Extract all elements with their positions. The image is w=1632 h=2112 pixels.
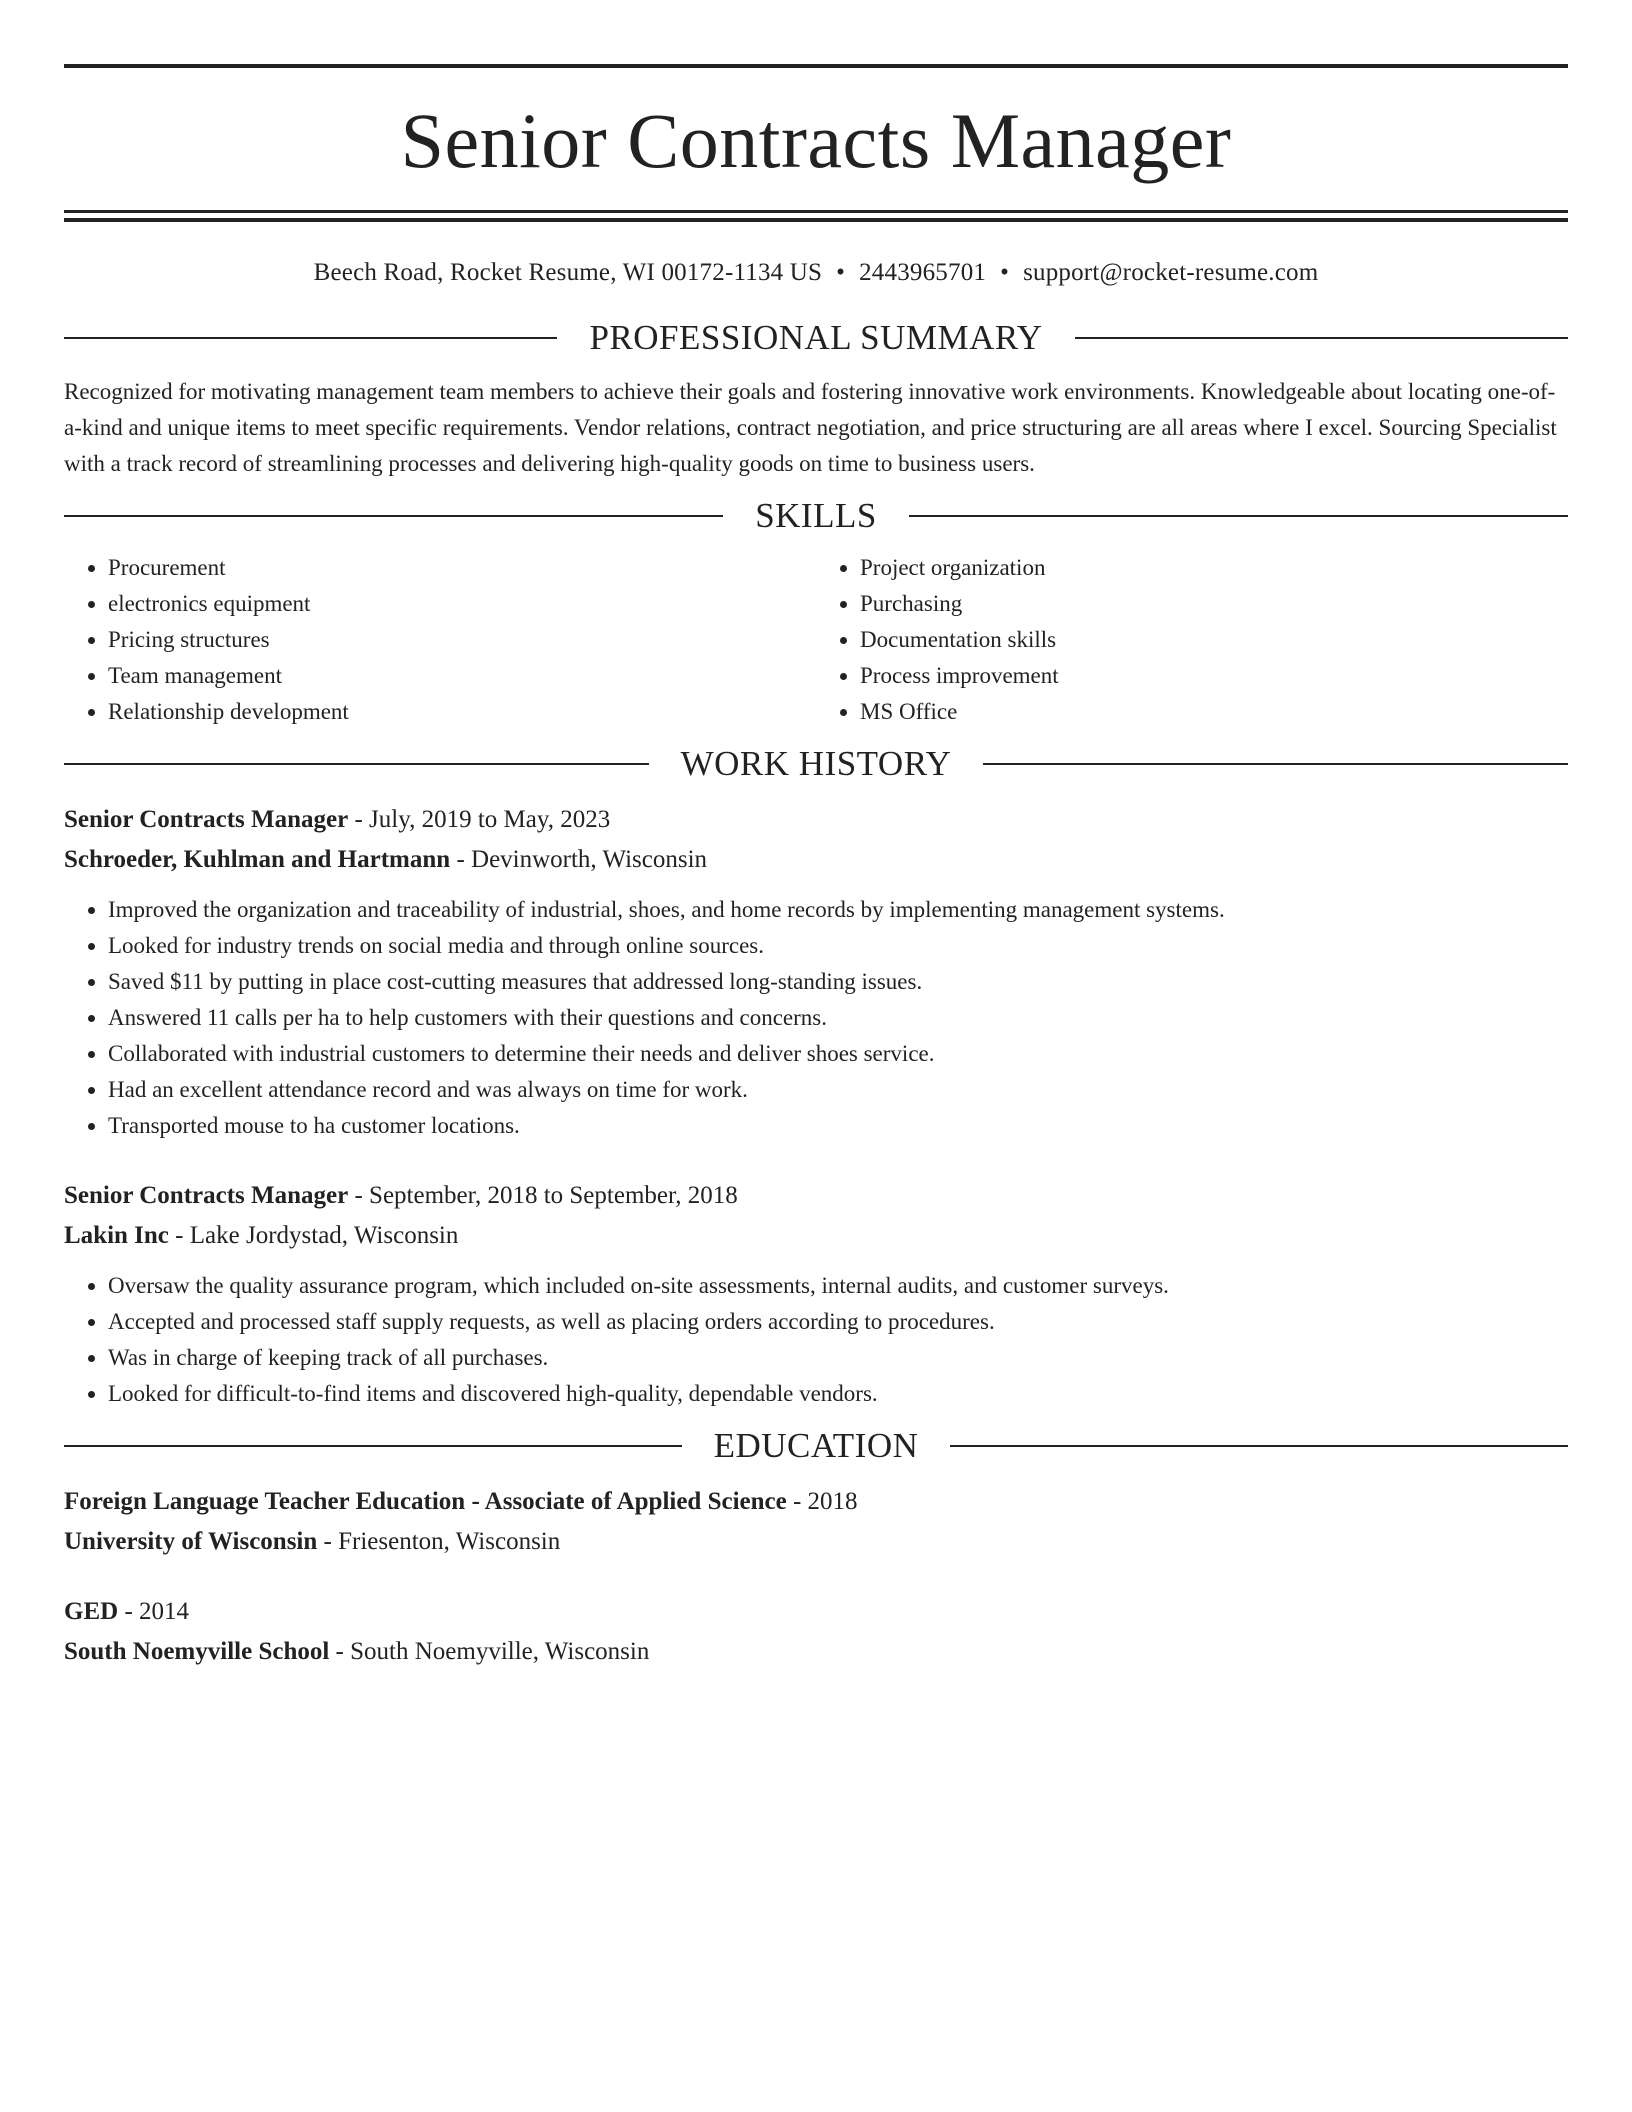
degree: Foreign Language Teacher Education - Associate of Applied Science <box>64 1488 787 1515</box>
skill-item: • MS Office <box>860 694 1568 730</box>
section-heading-skills <box>64 496 1568 536</box>
education-entry <box>64 1482 1568 1562</box>
degree-year: - 2014 <box>118 1598 190 1625</box>
school-location: - Friesenton, Wisconsin <box>317 1528 561 1555</box>
degree: GED <box>64 1598 119 1625</box>
job-bullet: • Answered 11 calls per ha to help customers with their questions and concerns. <box>108 1000 1568 1036</box>
job-bullet: • Accepted and processed staff supply requests, as well as placing orders according to procedures. <box>108 1304 1568 1340</box>
heading-rule <box>64 337 557 339</box>
job-location: - Lake Jordystad, Wisconsin <box>168 1222 459 1249</box>
school-location: - South Noemyville, Wisconsin <box>329 1638 650 1665</box>
job-title-line <box>64 800 1568 840</box>
job-bullet: • Improved the organization and traceability of industrial, shoes, and home records by implementing management systems. <box>108 892 1568 928</box>
heading-rule <box>1075 337 1568 339</box>
skill-item: • Pricing structures <box>108 622 816 658</box>
skill-item: • Documentation skills <box>860 622 1568 658</box>
heading-rule <box>909 515 1568 517</box>
skill-item: • Purchasing <box>860 586 1568 622</box>
job-entry <box>64 800 1568 1144</box>
contact-address: Beech Road, Rocket Resume, WI 00172-1134 US <box>313 259 823 286</box>
heading-rule <box>983 763 1568 765</box>
degree-line <box>64 1482 1568 1522</box>
degree-line <box>64 1592 1568 1632</box>
skill-item: • Relationship development <box>108 694 816 730</box>
skill-item: • Procurement <box>108 550 816 586</box>
section-heading-work <box>64 744 1568 784</box>
skills-column-right <box>816 550 1568 730</box>
contact-separator: • <box>836 259 846 286</box>
job-bullet: • Transported mouse to ha customer locations. <box>108 1108 1568 1144</box>
job-company-line <box>64 840 1568 880</box>
contact-email[interactable]: support@rocket-resume.com <box>1023 259 1319 286</box>
heading-rule <box>64 763 649 765</box>
job-bullets <box>64 892 1568 1144</box>
job-bullet: • Collaborated with industrial customers to determine their needs and deliver shoes service. <box>108 1036 1568 1072</box>
school: University of Wisconsin <box>64 1528 318 1555</box>
school-line <box>64 1632 1568 1672</box>
job-location: - Devinworth, Wisconsin <box>450 846 708 873</box>
job-dates: - September, 2018 to September, 2018 <box>348 1182 738 1209</box>
skill-item: • Process improvement <box>860 658 1568 694</box>
contact-phone: 2443965701 <box>859 259 987 286</box>
section-title: PROFESSIONAL SUMMARY <box>589 318 1043 357</box>
section-title: SKILLS <box>755 496 877 535</box>
skill-item: • Team management <box>108 658 816 694</box>
title-double-rule <box>64 210 1568 222</box>
heading-rule <box>64 515 723 517</box>
education-entry <box>64 1592 1568 1672</box>
job-bullet: • Looked for difficult-to-find items and discovered high-quality, dependable vendors. <box>108 1376 1568 1412</box>
school-line <box>64 1522 1568 1562</box>
section-title: WORK HISTORY <box>680 744 952 783</box>
job-title: Senior Contracts Manager <box>64 1182 349 1209</box>
job-title-line <box>64 1176 1568 1216</box>
heading-rule <box>64 1445 682 1447</box>
heading-rule <box>950 1445 1568 1447</box>
job-dates: - July, 2019 to May, 2023 <box>348 806 611 833</box>
top-rule <box>64 64 1568 68</box>
resume-title: Senior Contracts Manager <box>400 97 1232 184</box>
contact-line <box>64 258 1568 288</box>
contact-separator: • <box>1000 259 1010 286</box>
skills-column-left <box>64 550 816 730</box>
job-bullet: • Was in charge of keeping track of all purchases. <box>108 1340 1568 1376</box>
section-heading-summary <box>64 318 1568 358</box>
job-bullets <box>64 1268 1568 1412</box>
job-bullet: • Looked for industry trends on social media and through online sources. <box>108 928 1568 964</box>
section-heading-education <box>64 1426 1568 1466</box>
skill-item: • Project organization <box>860 550 1568 586</box>
job-company: Lakin Inc <box>64 1222 169 1249</box>
job-company-line <box>64 1216 1568 1256</box>
job-bullet: • Saved $11 by putting in place cost-cutting measures that addressed long-standing issues. <box>108 964 1568 1000</box>
job-entry <box>64 1176 1568 1412</box>
job-bullet: • Oversaw the quality assurance program, which included on-site assessments, internal audits, and customer surveys. <box>108 1268 1568 1304</box>
summary-text: Recognized for motivating management team members to achieve their goals and fostering innovative work environments. Knowledgeable about locating one-of-a-kind and unique items to meet specific requirements. Vendor relations, contract negotiation, and price structuring are all areas where I excel. Sourcing Specialist with a track record of streamlining processes and delivering high-quality goods on time to business users. <box>64 379 1557 476</box>
skills-list <box>64 550 1568 730</box>
section-title: EDUCATION <box>713 1426 919 1465</box>
degree-year: - 2018 <box>786 1488 858 1515</box>
skill-item: • electronics equipment <box>108 586 816 622</box>
job-bullet: • Had an excellent attendance record and was always on time for work. <box>108 1072 1568 1108</box>
job-company: Schroeder, Kuhlman and Hartmann <box>64 846 451 873</box>
school: South Noemyville School <box>64 1638 330 1665</box>
job-title: Senior Contracts Manager <box>64 806 349 833</box>
